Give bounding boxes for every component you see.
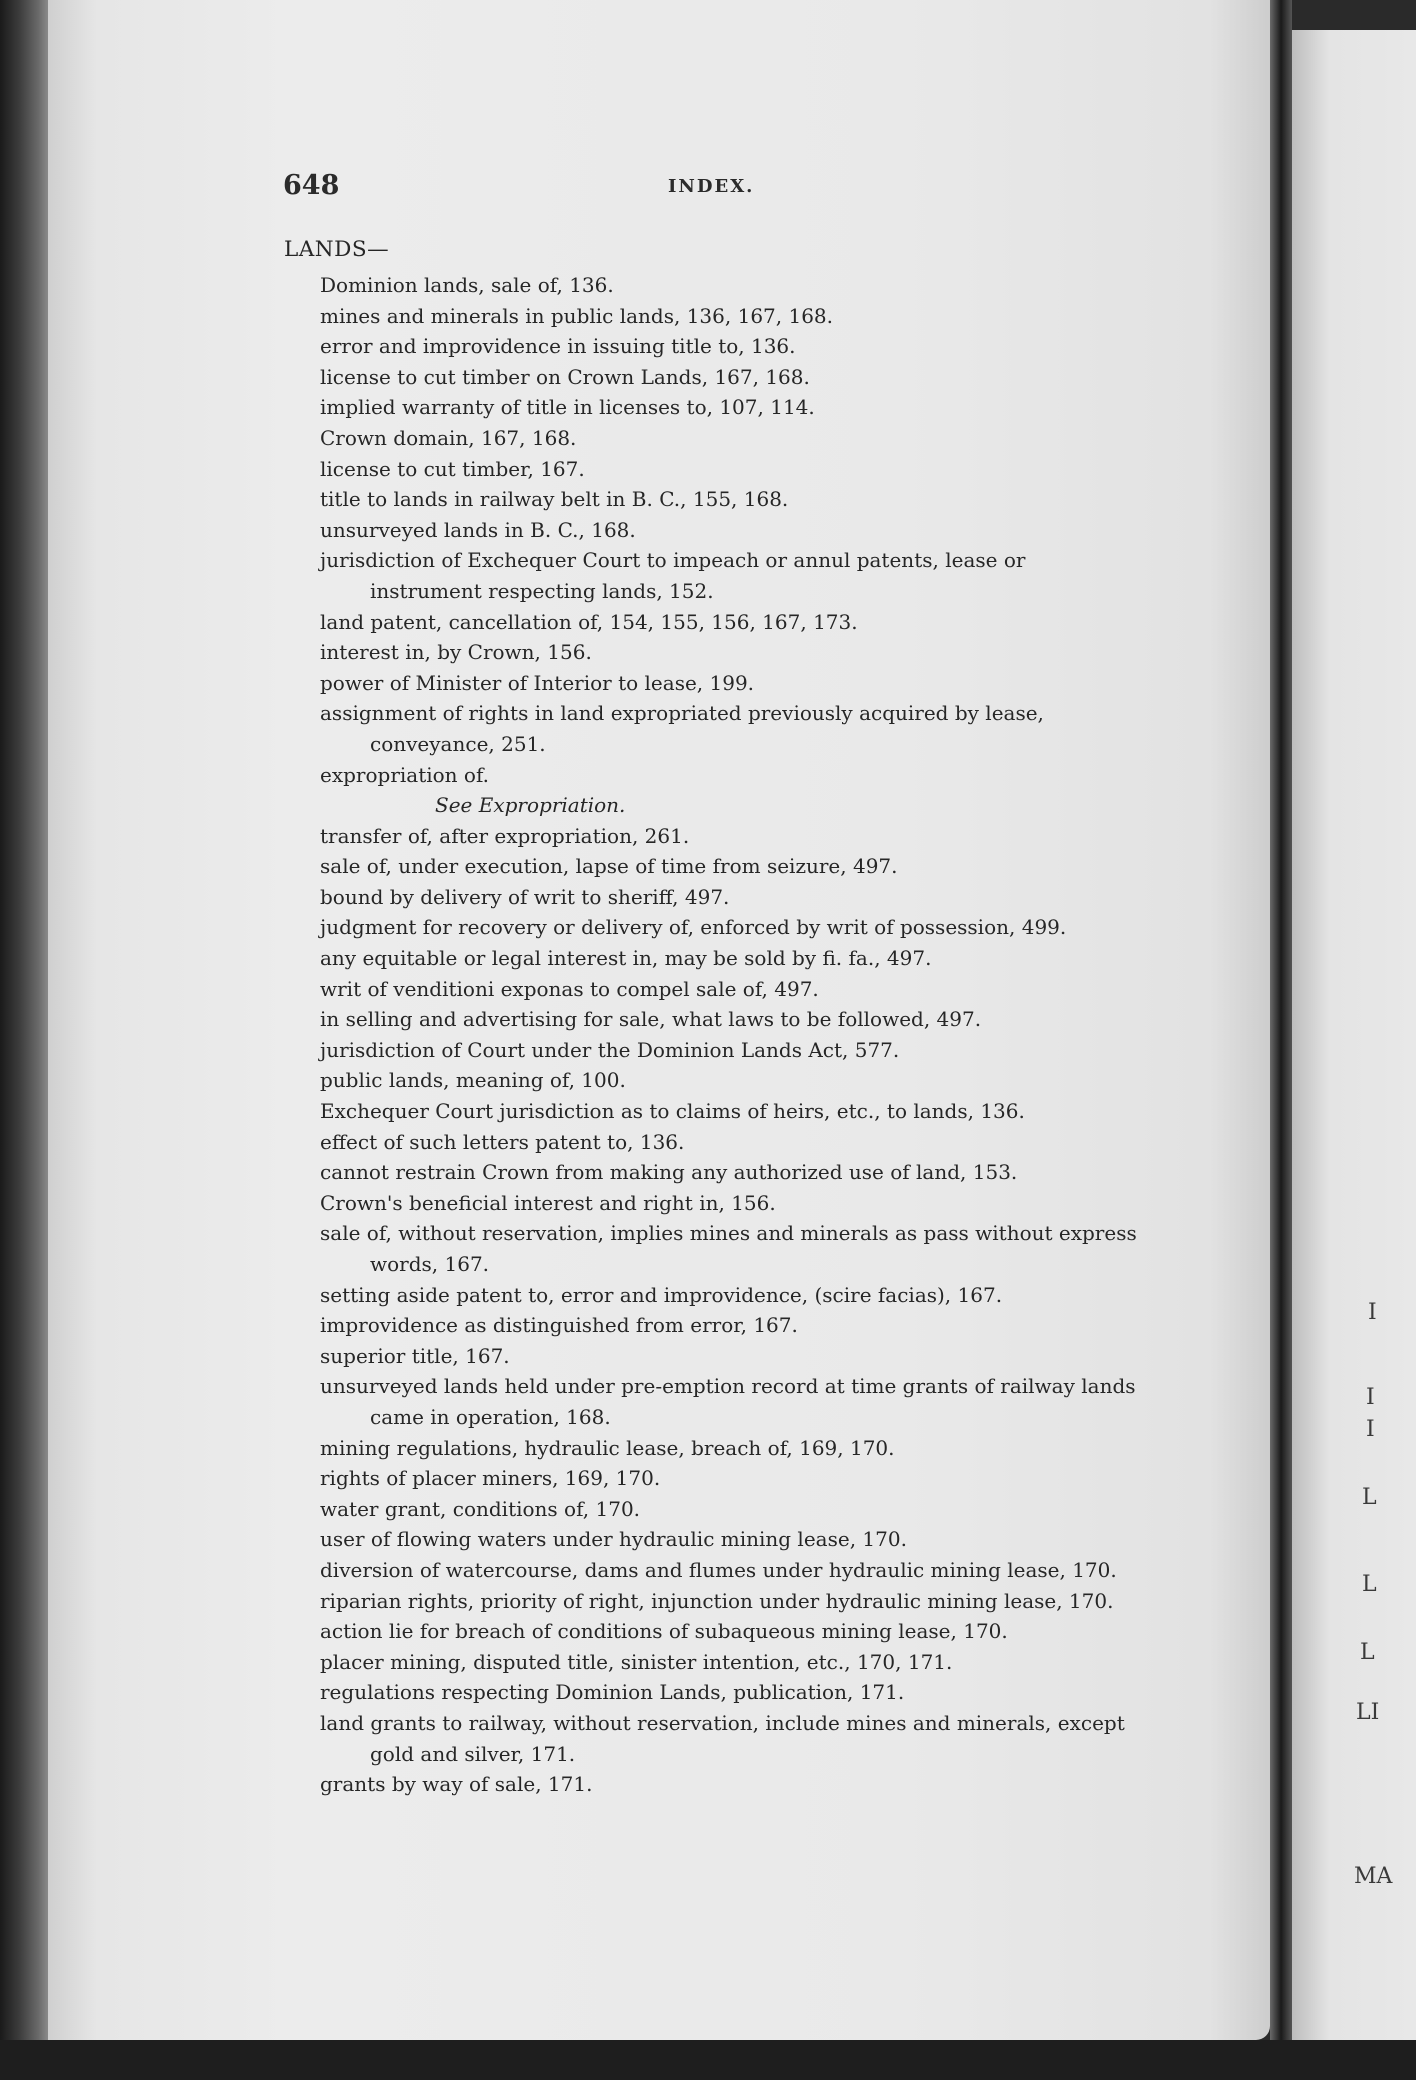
index-entry: land patent, cancellation of, 154, 155, 156, 167, 173. <box>320 609 858 634</box>
index-entry: user of flowing waters under hydraulic mining lease, 170. <box>320 1527 907 1552</box>
index-entry: bound by delivery of writ to sheriff, 497. <box>320 884 730 909</box>
page-number: 648 <box>283 170 340 201</box>
page-fragment: I <box>1366 1417 1375 1442</box>
scan-bottom-edge <box>0 2040 1416 2080</box>
page-fragment: MA <box>1354 1864 1393 1889</box>
index-entry: license to cut timber on Crown Lands, 167, 168. <box>320 364 810 389</box>
index-entry: sale of, without reservation, implies mines and minerals as pass without express words, 167. <box>320 1221 1137 1276</box>
adjacent-page-fragments <box>1354 0 1416 2080</box>
index-entry: transfer of, after expropriation, 261. <box>320 823 690 848</box>
index-entry: water grant, conditions of, 170. <box>320 1496 641 1521</box>
index-entry: Crown's beneficial interest and right in, 156. <box>320 1190 776 1215</box>
index-entry: diversion of watercourse, dams and flumes under hydraulic mining lease, 170. <box>320 1557 1117 1582</box>
page-fragment: LI <box>1356 1700 1380 1725</box>
index-entry: improvidence as distinguished from error, 167. <box>320 1313 798 1338</box>
index-entry: public lands, meaning of, 100. <box>320 1068 626 1093</box>
index-entry: rights of placer miners, 169, 170. <box>320 1466 661 1491</box>
index-entry-list <box>320 270 1140 1800</box>
index-entry: implied warranty of title in licenses to, 107, 114. <box>320 395 815 420</box>
running-head: INDEX. <box>668 176 755 197</box>
index-entry: sale of, under execution, lapse of time from seizure, 497. <box>320 854 898 879</box>
page-fragment: I <box>1368 1300 1377 1325</box>
index-entry: mining regulations, hydraulic lease, breach of, 169, 170. <box>320 1435 895 1460</box>
index-entry: riparian rights, priority of right, injunction under hydraulic mining lease, 170. <box>320 1588 1114 1613</box>
section-heading: LANDS— <box>284 237 390 262</box>
index-entry: assignment of rights in land expropriated previously acquired by lease, conveyance, 251. <box>320 701 1044 756</box>
page-fragment: L <box>1360 1640 1375 1665</box>
index-entry: Exchequer Court jurisdiction as to claims of heirs, etc., to lands, 136. <box>320 1099 1025 1124</box>
book-spine <box>0 0 48 2080</box>
index-entry: mines and minerals in public lands, 136, 167, 168. <box>320 303 834 328</box>
index-entry: Dominion lands, sale of, 136. <box>320 273 614 297</box>
book-gutter <box>1270 0 1292 2080</box>
see-reference: See Expropriation. <box>435 793 626 818</box>
index-entry: placer mining, disputed title, sinister intention, etc., 170, 171. <box>320 1649 953 1674</box>
index-entry: cannot restrain Crown from making any authorized use of land, 153. <box>320 1160 1018 1185</box>
index-entry: judgment for recovery or delivery of, enforced by writ of possession, 499. <box>320 915 1067 940</box>
page-fragment: L <box>1362 1572 1377 1597</box>
index-entry: grants by way of sale, 171. <box>320 1772 593 1797</box>
index-entry: title to lands in railway belt in B. C., 155, 168. <box>320 487 789 512</box>
index-entry: regulations respecting Dominion Lands, publication, 171. <box>320 1680 905 1705</box>
index-entry: expropriation of. <box>320 762 490 787</box>
page-fragment: I <box>1366 1385 1375 1410</box>
index-entry: writ of venditioni exponas to compel sale of, 497. <box>320 976 819 1001</box>
index-entry: action lie for breach of conditions of subaqueous mining lease, 170. <box>320 1619 1008 1644</box>
index-entry: setting aside patent to, error and improvidence, (scire facias), 167. <box>320 1282 1003 1307</box>
index-entry: error and improvidence in issuing title to, 136. <box>320 334 796 359</box>
index-entry: any equitable or legal interest in, may be sold by fi. fa., 497. <box>320 946 932 971</box>
index-entry: power of Minister of Interior to lease, 199. <box>320 670 755 695</box>
index-entry: jurisdiction of Court under the Dominion Lands Act, 577. <box>320 1037 900 1062</box>
index-entry: unsurveyed lands in B. C., 168. <box>320 517 636 542</box>
index-entry: superior title, 167. <box>320 1343 510 1368</box>
index-entry: Crown domain, 167, 168. <box>320 425 577 450</box>
index-entry: in selling and advertising for sale, what laws to be followed, 497. <box>320 1007 982 1032</box>
index-entry: license to cut timber, 167. <box>320 456 585 481</box>
index-entry: land grants to railway, without reservation, include mines and minerals, except gold and silver, 171. <box>320 1710 1125 1766</box>
page-fragment: L <box>1362 1485 1377 1510</box>
index-entry: interest in, by Crown, 156. <box>320 640 592 665</box>
page-header <box>283 170 1133 210</box>
index-entry: effect of such letters patent to, 136. <box>320 1129 685 1154</box>
index-entry: unsurveyed lands held under pre-emption record at time grants of railway lands came in operation, 168. <box>320 1374 1136 1429</box>
index-entry: jurisdiction of Exchequer Court to impeach or annul patents, lease or instrument respecting lands, 152. <box>320 548 1026 603</box>
